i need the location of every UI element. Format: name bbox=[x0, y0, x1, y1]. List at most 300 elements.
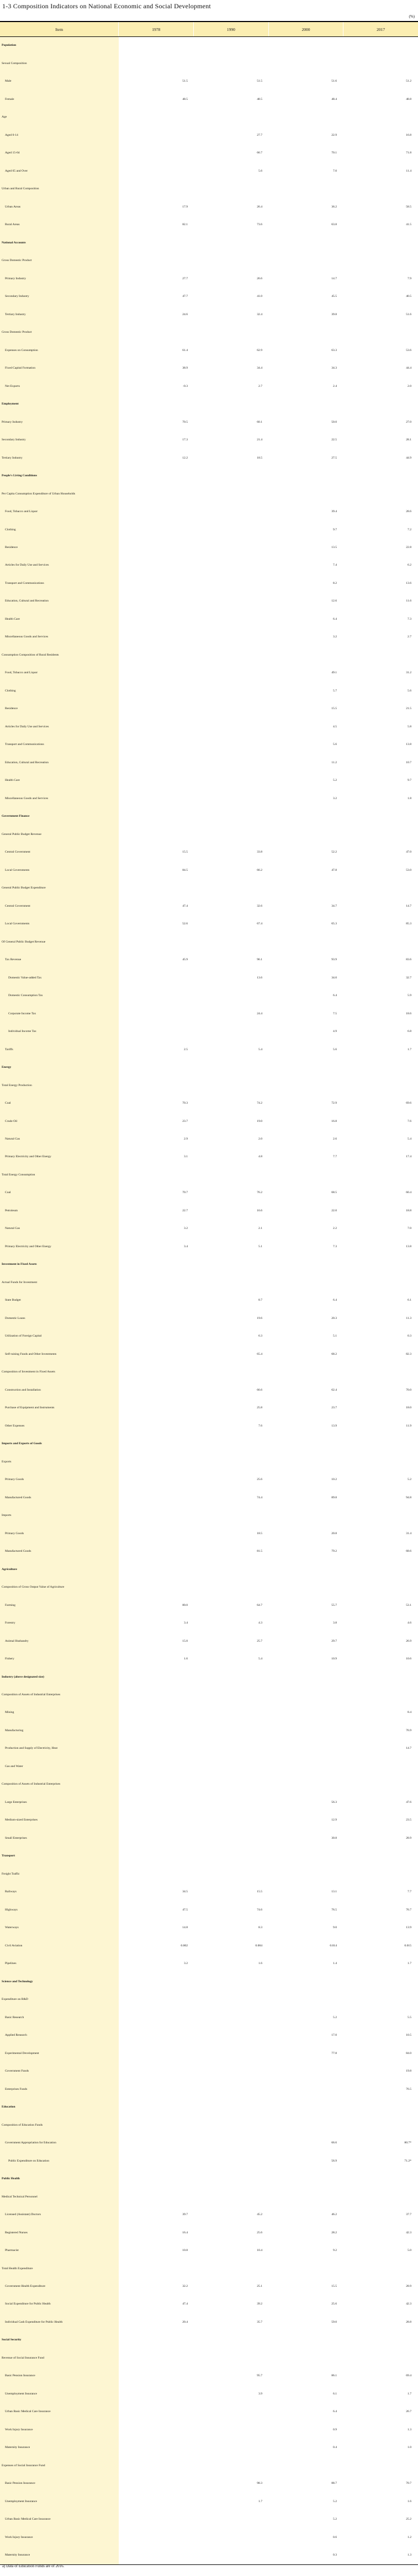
value-2000: 25.6 bbox=[331, 2302, 337, 2306]
table-row bbox=[0, 916, 418, 933]
value-1990: 1.6 bbox=[258, 1962, 262, 1966]
row-label: Gas and Water bbox=[0, 1758, 119, 1776]
row-label: Pipelines bbox=[0, 1955, 119, 1973]
value-1990: 16.6 bbox=[257, 1209, 262, 1212]
value-1990: 66.2 bbox=[257, 868, 262, 872]
value-2017: 71.2* bbox=[404, 2159, 411, 2163]
value-2000: 3.2 bbox=[333, 635, 337, 639]
value-2017: 1.8 bbox=[408, 796, 411, 800]
table-row bbox=[0, 2439, 418, 2457]
row-label: Industry (above designated size) bbox=[0, 1668, 119, 1686]
row-label: Basic Research bbox=[0, 2009, 119, 2026]
value-2000: 55.7 bbox=[331, 1603, 337, 1607]
value-2000: 10.9 bbox=[331, 1657, 337, 1661]
table-row bbox=[0, 718, 418, 736]
value-2017: 16.8 bbox=[406, 133, 411, 137]
value-1990: 2.7 bbox=[258, 384, 262, 388]
value-2017: 11.4 bbox=[406, 169, 411, 173]
value-2000: 72.9 bbox=[331, 1101, 337, 1105]
row-label: Investment in Fixed Assets bbox=[0, 1256, 119, 1274]
value-2000: 7.3 bbox=[333, 1244, 337, 1248]
row-label: Social Security bbox=[0, 2332, 119, 2349]
value-2017: 1.0 bbox=[408, 2446, 411, 2450]
row-label: Purchase of Equipment and Instruments bbox=[0, 1399, 119, 1417]
row-label: Social Expenditure for Public Health bbox=[0, 2296, 119, 2313]
row-label: Registered Nurses bbox=[0, 2224, 119, 2242]
value-2017: 2.0 bbox=[408, 384, 411, 388]
value-2000: 56.9 bbox=[331, 2159, 337, 2163]
value-2017: 28.9 bbox=[406, 1836, 411, 1840]
value-2000: 34.3 bbox=[331, 366, 337, 370]
row-label: Age bbox=[0, 109, 119, 126]
row-label: Imports bbox=[0, 1507, 119, 1525]
value-1990: 25.7 bbox=[257, 1639, 262, 1643]
value-2000: 22.9 bbox=[331, 133, 337, 137]
table-row bbox=[0, 521, 418, 539]
value-2000: 11.2 bbox=[331, 760, 337, 764]
table-row bbox=[0, 1167, 418, 1184]
value-2017: 5.4 bbox=[408, 1137, 411, 1141]
row-label: Primary Goods bbox=[0, 1471, 119, 1489]
value-1990: 25.6 bbox=[257, 2231, 262, 2234]
row-label: Consumption Composition of Rural Residents bbox=[0, 646, 119, 664]
value-1978: 14.8 bbox=[182, 1926, 188, 1930]
table-row bbox=[0, 987, 418, 1005]
value-2000: 20.8 bbox=[331, 1531, 337, 1535]
value-1990: 25.6 bbox=[257, 1478, 262, 1482]
row-label: Sexual Composition bbox=[0, 55, 119, 72]
row-label: Highways bbox=[0, 1901, 119, 1919]
value-2000: 12.6 bbox=[331, 599, 337, 603]
value-2017: 5.9 bbox=[408, 994, 411, 998]
table-row bbox=[0, 933, 418, 951]
value-2000: 20.3 bbox=[331, 1316, 337, 1320]
row-label: Medical Technical Personnel bbox=[0, 2188, 119, 2206]
value-2017: 84.0 bbox=[406, 2051, 411, 2055]
table-row bbox=[0, 2403, 418, 2421]
value-1990: 73.6 bbox=[257, 223, 262, 227]
table-row bbox=[0, 413, 418, 431]
value-2000: 14.7 bbox=[331, 276, 337, 280]
table-row bbox=[0, 1292, 418, 1310]
value-1990: 26.4 bbox=[257, 205, 262, 209]
row-label: Domestic Consumption Tax bbox=[0, 987, 119, 1005]
value-2017: 4.6 bbox=[408, 1621, 411, 1625]
value-2000: 15.5 bbox=[331, 2284, 337, 2288]
table-row bbox=[0, 2009, 418, 2026]
row-label: Government Funds bbox=[0, 2063, 119, 2080]
value-2017: 47.0 bbox=[406, 850, 411, 854]
row-label: Expenditure on R&D bbox=[0, 1991, 119, 2009]
value-2000: 0.6 bbox=[333, 2535, 337, 2539]
value-1978: 84.5 bbox=[182, 868, 188, 872]
value-2000: 0.9 bbox=[333, 2428, 337, 2431]
header-2017: 2017 bbox=[377, 26, 385, 32]
value-2000: 7.4 bbox=[333, 563, 337, 567]
value-2017: 1.6 bbox=[408, 2499, 411, 2503]
unit-label: (%) bbox=[409, 14, 415, 19]
value-1978: 70.5 bbox=[182, 420, 188, 424]
value-2017: 7.9 bbox=[408, 276, 411, 280]
value-2017: 41.5 bbox=[406, 223, 411, 227]
row-label: Corporate Income Tax bbox=[0, 1005, 119, 1023]
table-row bbox=[0, 1740, 418, 1758]
value-2017: 26.7 bbox=[406, 2410, 411, 2414]
value-2000: 63.3 bbox=[331, 348, 337, 352]
table-row bbox=[0, 1955, 418, 1973]
table-row bbox=[0, 897, 418, 915]
row-label: Licensed (Assistant) Doctors bbox=[0, 2206, 119, 2224]
header-item: Item bbox=[0, 22, 119, 36]
value-2017: 31.2 bbox=[406, 671, 411, 675]
value-2017: 18.8 bbox=[406, 1209, 411, 1212]
value-1990: 34.4 bbox=[257, 366, 262, 370]
row-label: Other Expenses bbox=[0, 1417, 119, 1435]
value-1990: 98.3 bbox=[257, 2482, 262, 2485]
value-1990: 45.2 bbox=[257, 2213, 262, 2217]
value-2000: 12.9 bbox=[331, 1818, 337, 1822]
value-1978: 0.002 bbox=[181, 1944, 188, 1947]
value-2000: 28.2 bbox=[331, 2231, 337, 2234]
value-1978: 17.3 bbox=[182, 438, 188, 442]
value-2017: 21.5 bbox=[406, 707, 411, 711]
value-2017: 60.4 bbox=[406, 1191, 411, 1195]
value-2000: 34.7 bbox=[331, 904, 337, 908]
row-label: Composition of Education Funds bbox=[0, 2116, 119, 2134]
value-2017: 82.3 bbox=[406, 1352, 411, 1356]
value-1990: 74.6 bbox=[257, 1908, 262, 1912]
value-1990: 74.4 bbox=[257, 1495, 262, 1499]
value-1990: 18.5 bbox=[257, 1531, 262, 1535]
value-2000: 22.0 bbox=[331, 1209, 337, 1212]
value-2017: 76.7 bbox=[406, 1908, 411, 1912]
value-2017: 28.6 bbox=[406, 510, 411, 514]
value-2000: 9.7 bbox=[333, 528, 337, 531]
value-2000: 70.1 bbox=[331, 151, 337, 155]
value-2000: 9.2 bbox=[333, 2249, 337, 2253]
value-2017: 5.5 bbox=[408, 2015, 411, 2019]
table-row bbox=[0, 880, 418, 897]
row-label: Science and Technology bbox=[0, 1973, 119, 1990]
row-label: Of General Public Budget Revenue bbox=[0, 933, 119, 951]
table-row bbox=[0, 2529, 418, 2546]
table-row bbox=[0, 1345, 418, 1363]
value-2017: 10.6 bbox=[406, 1657, 411, 1661]
row-label: Imports and Exports of Goods bbox=[0, 1435, 119, 1453]
value-1990: 66.6 bbox=[257, 1388, 262, 1392]
row-label: Coal bbox=[0, 1095, 119, 1113]
row-label: Urban Basic Medical Care Insurance bbox=[0, 2511, 119, 2529]
value-2017: 8.4 bbox=[408, 1711, 411, 1715]
table-row bbox=[0, 2206, 418, 2224]
row-label: Basic Pension Insurance bbox=[0, 2367, 119, 2385]
table-row bbox=[0, 73, 418, 91]
row-label: Expenses on Consumption bbox=[0, 342, 119, 359]
value-1990: 8.3 bbox=[258, 1926, 262, 1930]
row-label: Gross Domestic Product bbox=[0, 252, 119, 270]
value-2017: 23.5 bbox=[406, 1818, 411, 1822]
value-2000: 79.2 bbox=[331, 1550, 337, 1553]
value-1978: 51.5 bbox=[182, 79, 188, 83]
value-2017: 68.6 bbox=[406, 1550, 411, 1553]
value-2017: 13.8 bbox=[406, 1244, 411, 1248]
row-label: Education bbox=[0, 2099, 119, 2116]
value-2017: 69.4 bbox=[406, 2374, 411, 2378]
value-2000: 5.2 bbox=[333, 2499, 337, 2503]
row-label: Freight Traffic bbox=[0, 1865, 119, 1883]
value-2017: 28.9 bbox=[406, 2284, 411, 2288]
value-2017: 42.3 bbox=[406, 2231, 411, 2234]
table-row bbox=[0, 2475, 418, 2493]
value-2017: 0.3 bbox=[408, 1334, 411, 1338]
row-label: Total Energy Consumption bbox=[0, 1167, 119, 1184]
value-1990: 13.6 bbox=[257, 976, 262, 980]
value-2017: 1.7 bbox=[408, 1047, 411, 1051]
value-2017: 27.0 bbox=[406, 420, 411, 424]
value-1990: 3.9 bbox=[258, 2392, 262, 2396]
value-2000: 23.7 bbox=[331, 1406, 337, 1410]
table-row bbox=[0, 270, 418, 288]
value-2017: 2.7 bbox=[408, 635, 411, 639]
value-1978: 15.5 bbox=[182, 850, 188, 854]
row-label: Gross Domestic Product bbox=[0, 324, 119, 342]
value-2000: 5.2 bbox=[333, 779, 337, 783]
row-label: Residence bbox=[0, 700, 119, 718]
section-row bbox=[0, 467, 418, 485]
value-1978: 3.2 bbox=[184, 1962, 188, 1966]
table-row bbox=[0, 2063, 418, 2080]
table-row bbox=[0, 2314, 418, 2332]
value-1978: 16.4 bbox=[182, 2231, 188, 2234]
value-2000: 68.2 bbox=[331, 1352, 337, 1356]
value-2000: 48.4 bbox=[331, 97, 337, 101]
row-label: Tertiary Industry bbox=[0, 306, 119, 323]
value-2017: 76.9 bbox=[406, 1728, 411, 1732]
page-title: 1-3 Composition Indicators on National Economic and Social Development bbox=[2, 2, 211, 10]
row-label: People's Living Conditions bbox=[0, 467, 119, 485]
table-row bbox=[0, 664, 418, 682]
table-row bbox=[0, 826, 418, 843]
row-label: Unemployment Insurance bbox=[0, 2385, 119, 2403]
value-1978: 39.7 bbox=[182, 2213, 188, 2217]
row-label: Maternity Insurance bbox=[0, 2547, 119, 2564]
value-1978: 32.2 bbox=[182, 2284, 188, 2288]
value-2000: 65.3 bbox=[331, 922, 337, 926]
value-2000: 34.0 bbox=[331, 976, 337, 980]
table-row bbox=[0, 1005, 418, 1023]
row-label: Pharmacist bbox=[0, 2242, 119, 2260]
section-row bbox=[0, 2170, 418, 2188]
value-2017: 1.3 bbox=[408, 2553, 411, 2557]
value-2017: 94.8 bbox=[406, 1495, 411, 1499]
table-row bbox=[0, 1417, 418, 1435]
row-label: Primary Electricity and Other Energy bbox=[0, 1238, 119, 1255]
value-2000: 4.9 bbox=[333, 1030, 337, 1034]
section-row bbox=[0, 1059, 418, 1077]
value-1990: 41.0 bbox=[257, 295, 262, 299]
value-2000: 5.6 bbox=[333, 1047, 337, 1051]
row-label: Clothing bbox=[0, 521, 119, 539]
value-1978: 23.7 bbox=[182, 1119, 188, 1123]
row-label: Population bbox=[0, 37, 119, 55]
table-row bbox=[0, 55, 418, 72]
value-1978: 38.9 bbox=[182, 366, 188, 370]
table-row bbox=[0, 611, 418, 629]
table-row bbox=[0, 126, 418, 144]
value-2000: 6.4 bbox=[333, 617, 337, 621]
table-row bbox=[0, 2045, 418, 2062]
row-label: Education, Cultural and Recreation bbox=[0, 754, 119, 771]
table-row bbox=[0, 342, 418, 359]
value-1978: 80.0 bbox=[182, 1603, 188, 1607]
value-2000: 0.014 bbox=[330, 1944, 337, 1947]
row-label: Central Government bbox=[0, 897, 119, 915]
value-2017: 1.7 bbox=[408, 2392, 411, 2396]
table-row bbox=[0, 1507, 418, 1525]
value-2017: 10.5 bbox=[406, 2034, 411, 2037]
value-1978: 2.5 bbox=[184, 1047, 188, 1051]
row-label: Government Appropriation for Education bbox=[0, 2135, 119, 2152]
value-1990: 8.7 bbox=[258, 1298, 262, 1302]
value-1978: 3.1 bbox=[184, 1155, 188, 1159]
value-1978: 15.0 bbox=[182, 1639, 188, 1643]
value-2000: 13.5 bbox=[331, 546, 337, 549]
value-1978: 10.8 bbox=[182, 2249, 188, 2253]
table-row bbox=[0, 700, 418, 718]
row-label: Fishery bbox=[0, 1651, 119, 1668]
table-row bbox=[0, 1651, 418, 1668]
value-1990: 5.4 bbox=[258, 1047, 262, 1051]
value-2000: 30.8 bbox=[331, 1836, 337, 1840]
table-row bbox=[0, 449, 418, 467]
table-row bbox=[0, 969, 418, 987]
row-label: Primary Electricity and Other Energy bbox=[0, 1148, 119, 1166]
table-row bbox=[0, 2511, 418, 2529]
footnote: a) Data of Education Funds are of 2016. bbox=[2, 2564, 65, 2568]
value-2017: 11.3 bbox=[406, 1316, 411, 1320]
value-1978: 17.9 bbox=[182, 205, 188, 209]
table-row bbox=[0, 1937, 418, 1955]
value-2017: 6.2 bbox=[408, 563, 411, 567]
row-label: Forestry bbox=[0, 1615, 119, 1632]
value-2017: 11.9 bbox=[406, 1424, 411, 1428]
value-1990: 32.4 bbox=[257, 312, 262, 316]
value-2017: 7.0 bbox=[408, 1227, 411, 1231]
value-2000: 0.3 bbox=[333, 2553, 337, 2557]
value-1978: 45.9 bbox=[182, 958, 188, 962]
value-2000: 8.2 bbox=[333, 581, 337, 585]
value-2017: 71.8 bbox=[406, 151, 411, 155]
value-1978: -0.3 bbox=[183, 384, 188, 388]
row-label: Revenue of Social Insurance Fund bbox=[0, 2349, 119, 2367]
table-row bbox=[0, 288, 418, 306]
value-2017: 14.7 bbox=[406, 1747, 411, 1750]
indicator-table bbox=[0, 21, 418, 2565]
table-row bbox=[0, 306, 418, 323]
table-row bbox=[0, 1901, 418, 1919]
value-2017: 31.4 bbox=[406, 1531, 411, 1535]
row-label: Energy bbox=[0, 1059, 119, 1077]
table-row bbox=[0, 1471, 418, 1489]
table-row bbox=[0, 109, 418, 126]
value-2000: 77.8 bbox=[331, 2051, 337, 2055]
table-row bbox=[0, 844, 418, 861]
table-row bbox=[0, 2188, 418, 2206]
value-2000: 76.5 bbox=[331, 1908, 337, 1912]
row-label: Public Health bbox=[0, 2170, 119, 2188]
value-2000: 6.1 bbox=[333, 2392, 337, 2396]
value-1990: 25.8 bbox=[257, 1406, 262, 1410]
value-1990: 1.7 bbox=[258, 2499, 262, 2503]
value-1978: 61.4 bbox=[182, 348, 188, 352]
row-label: Primary Industry bbox=[0, 413, 119, 431]
table-row bbox=[0, 1883, 418, 1901]
value-2000: 9.0 bbox=[333, 1926, 337, 1930]
row-label: Crude Oil bbox=[0, 1113, 119, 1130]
value-1978: 22.7 bbox=[182, 1209, 188, 1212]
row-label: Local Governments bbox=[0, 861, 119, 879]
value-1990: 4.3 bbox=[258, 1621, 262, 1625]
value-1990: 21.4 bbox=[257, 438, 262, 442]
row-label: Basic Pension Insurance bbox=[0, 2475, 119, 2493]
header-1990: 1990 bbox=[194, 22, 269, 36]
row-label: Urban Basic Medical Care Insurance bbox=[0, 2403, 119, 2421]
table-row bbox=[0, 1991, 418, 2009]
table-row bbox=[0, 1812, 418, 1829]
table-row bbox=[0, 1776, 418, 1793]
value-2017: 76.5 bbox=[406, 2087, 411, 2091]
value-2017: 22.8 bbox=[406, 546, 411, 549]
row-label: Construction and Installation bbox=[0, 1381, 119, 1399]
row-label: Health Care bbox=[0, 772, 119, 790]
table-row bbox=[0, 1722, 418, 1740]
section-row bbox=[0, 1561, 418, 1578]
row-label: General Public Budget Expenditure bbox=[0, 880, 119, 897]
value-2017: 6.8 bbox=[408, 1030, 411, 1034]
table-row bbox=[0, 1077, 418, 1094]
value-2000: 88.7 bbox=[331, 2482, 337, 2485]
row-label: Manufactured Goods bbox=[0, 1543, 119, 1561]
table-row bbox=[0, 1238, 418, 1255]
value-2000: 45.5 bbox=[331, 295, 337, 299]
table-row bbox=[0, 1148, 418, 1166]
value-2017: 7.2 bbox=[408, 528, 411, 531]
value-1978: 20.4 bbox=[182, 2320, 188, 2324]
table-row bbox=[0, 951, 418, 969]
row-label: Rural Areas bbox=[0, 216, 119, 234]
value-2000: 17.0 bbox=[331, 2034, 337, 2037]
value-2000: 6.4 bbox=[333, 994, 337, 998]
table-row bbox=[0, 2278, 418, 2296]
value-2017: 53.0 bbox=[406, 868, 411, 872]
value-2000: 15.5 bbox=[331, 707, 337, 711]
row-label: Transport and Communications bbox=[0, 736, 119, 754]
value-2017: 58.5 bbox=[406, 205, 411, 209]
value-2017: 6.1 bbox=[408, 1298, 411, 1302]
row-label: Mining bbox=[0, 1704, 119, 1722]
value-1990: 27.7 bbox=[257, 133, 262, 137]
row-label: Total Energy Production bbox=[0, 1077, 119, 1094]
value-2000: 5.6 bbox=[333, 743, 337, 747]
table-row bbox=[0, 198, 418, 216]
row-label: Aged 0-14 bbox=[0, 126, 119, 144]
value-2017: 85.3 bbox=[406, 922, 411, 926]
value-2017: 5.0 bbox=[408, 2249, 411, 2253]
row-label: Clothing bbox=[0, 682, 119, 700]
value-2017: 18.6 bbox=[406, 1012, 411, 1015]
value-1990: 60.1 bbox=[257, 420, 262, 424]
section-row bbox=[0, 2099, 418, 2116]
